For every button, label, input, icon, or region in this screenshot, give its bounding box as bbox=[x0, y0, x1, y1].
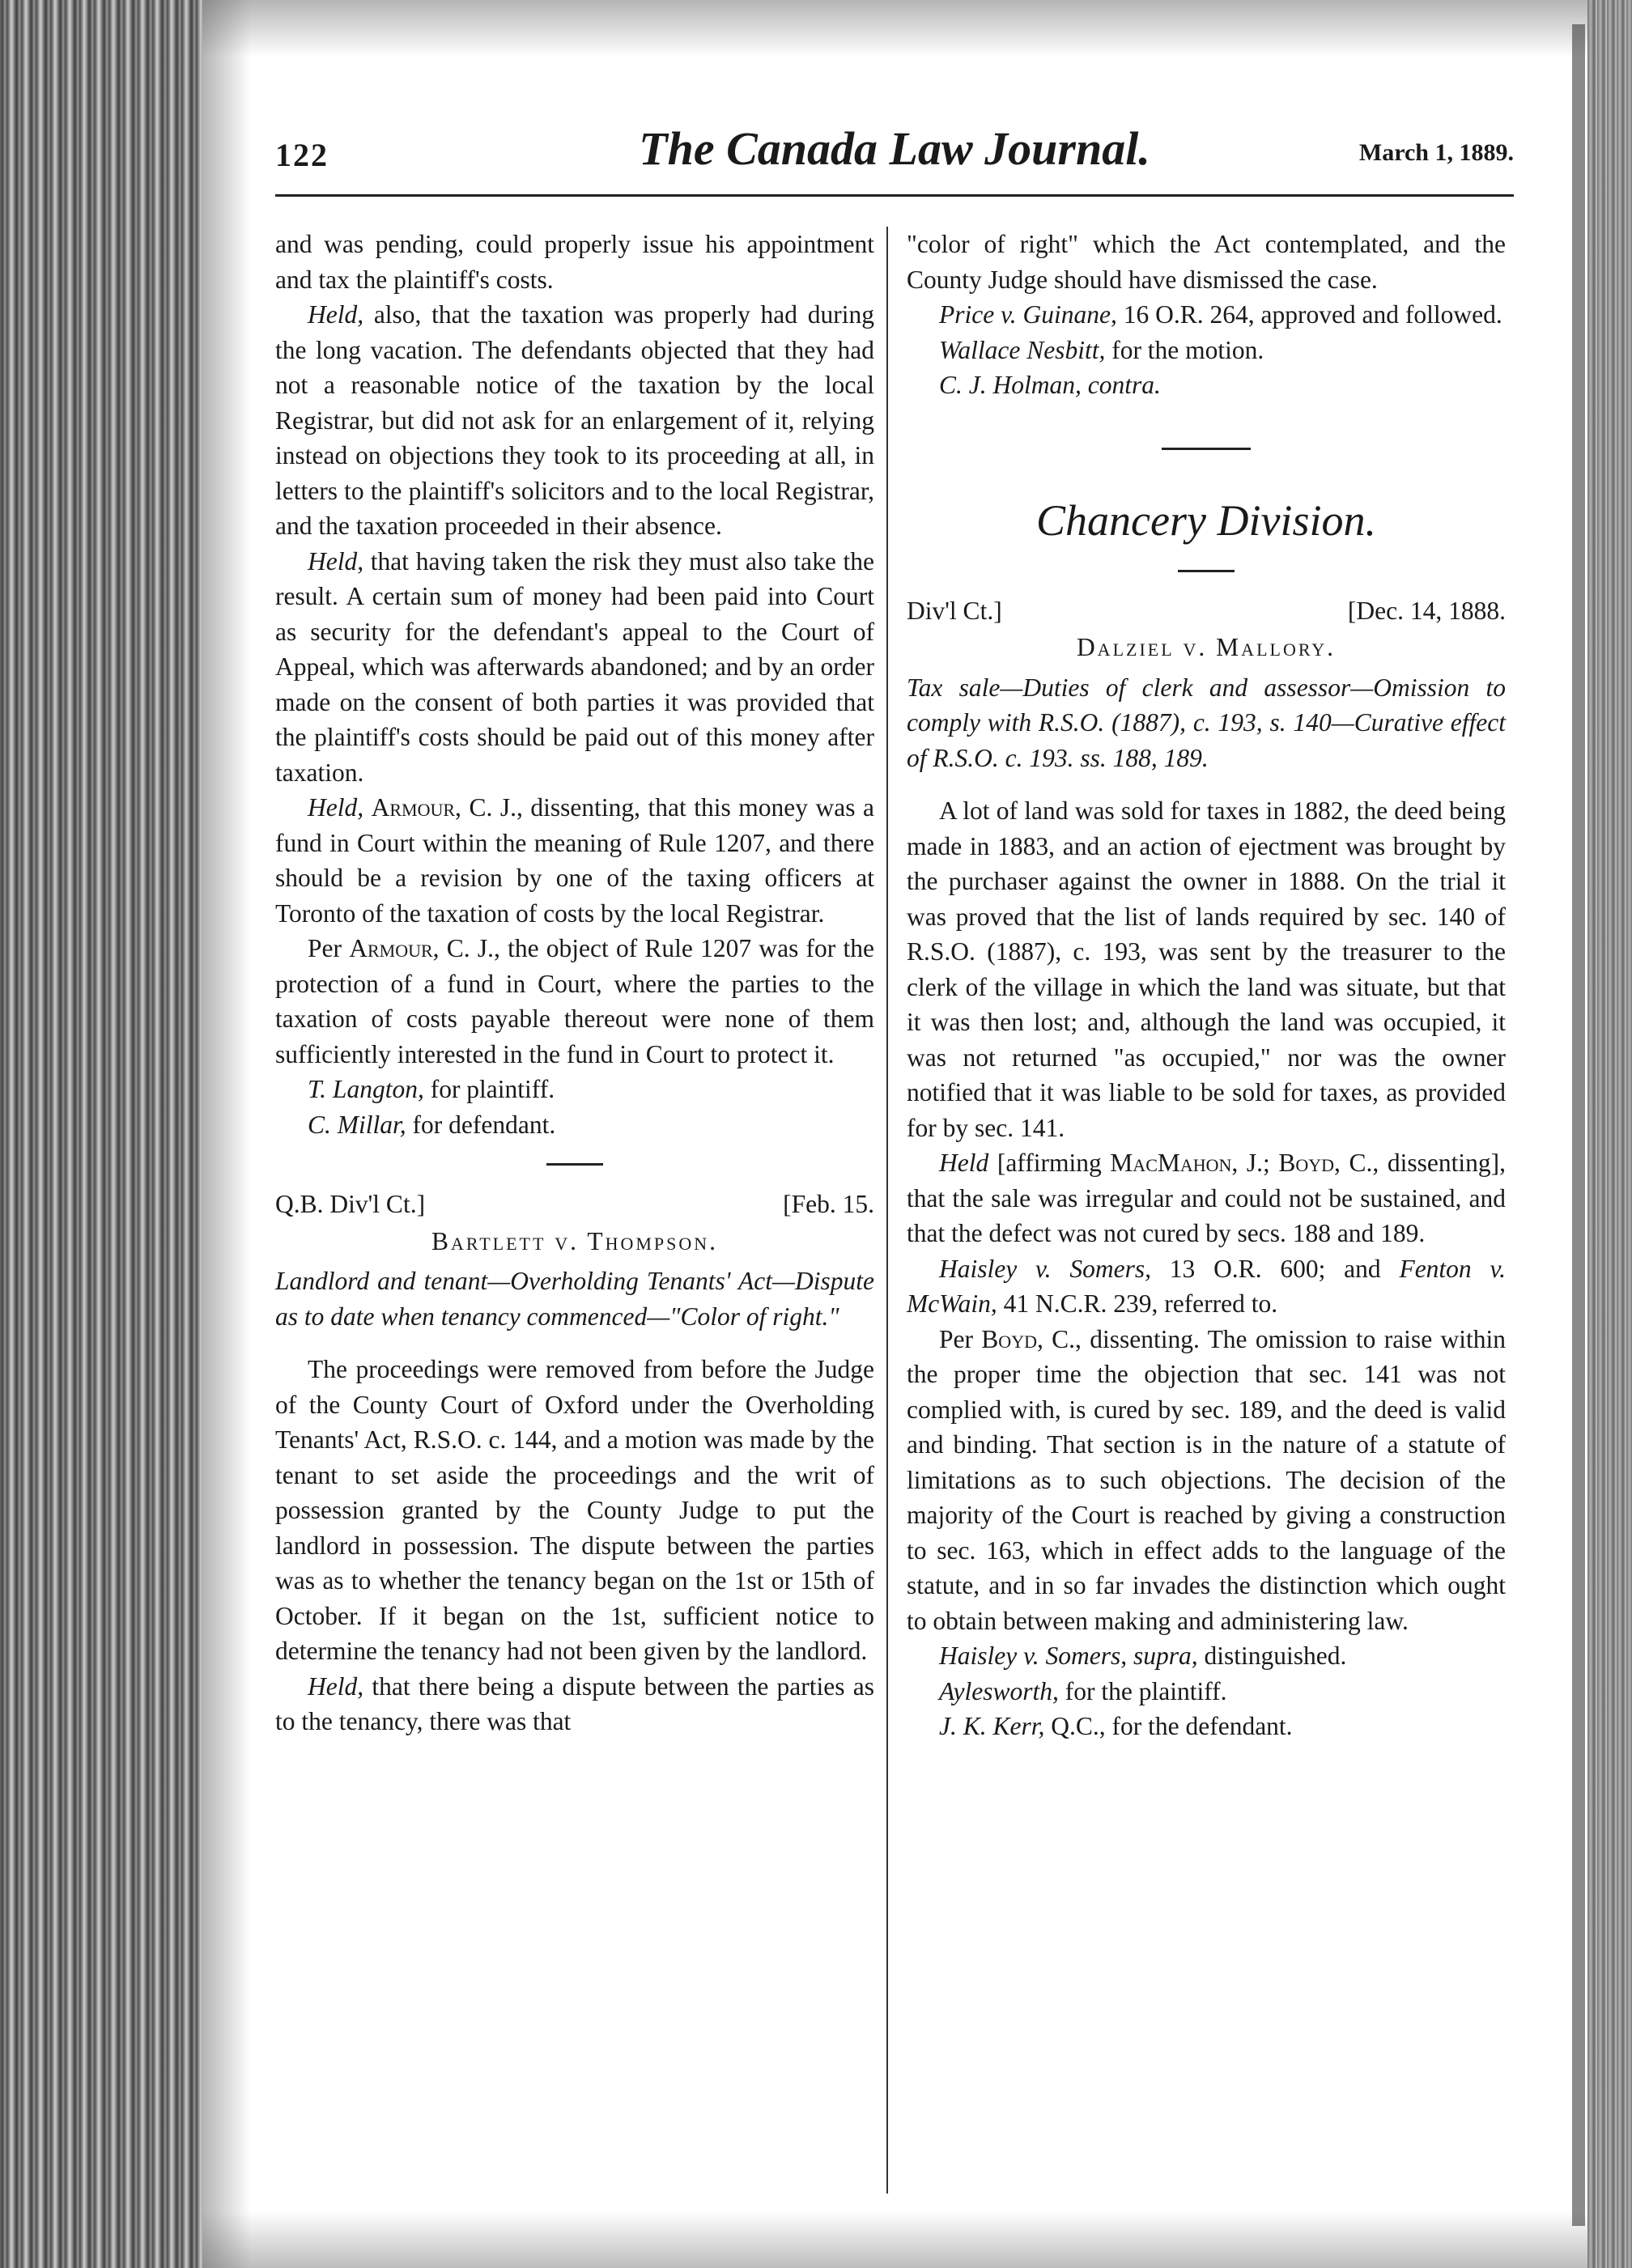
counsel-name: C. Millar, bbox=[308, 1110, 406, 1139]
issue-date: March 1, 1889. bbox=[1358, 139, 1514, 166]
section-title: Chancery Division. bbox=[1036, 495, 1376, 545]
counsel-role: for the motion. bbox=[1105, 335, 1264, 364]
paragraph-text: that there being a dispute between the parties as to the tenancy, there was that bbox=[275, 1671, 874, 1735]
counsel-line bbox=[907, 367, 1506, 403]
counsel-role: for defendant. bbox=[406, 1110, 556, 1139]
case-title: Dalziel v. Mallory. bbox=[1076, 633, 1337, 661]
paragraph: and was pending, could properly issue his appointment and tax the plaintiff's costs. bbox=[275, 230, 874, 294]
paragraph bbox=[907, 1145, 1506, 1251]
paragraph bbox=[907, 1322, 1506, 1639]
counsel-role: Q.C., for the defendant. bbox=[1044, 1712, 1293, 1740]
scan-shadow-fade bbox=[202, 0, 251, 2268]
case-title: Bartlett v. Thompson. bbox=[431, 1226, 719, 1255]
counsel-line bbox=[275, 1072, 874, 1107]
paragraph-text: dissenting. The omission to raise within the proper time the objection that sec. 141 was not complied with, is cured by sec. 189, and the deed is valid and binding. That section is in the nature of a statute of limitations as to such objections. The decision of the majority of the Court is reached by giving a construction to sec. 163, which in effect adds to the language of the statute, and in so far invades the distinction which ought to obtain between making and administering law. bbox=[907, 1324, 1506, 1635]
scan-spine-bar bbox=[1572, 24, 1585, 2226]
case-citation: Haisley v. Somers, supra, bbox=[939, 1642, 1198, 1670]
paragraph bbox=[907, 1638, 1506, 1674]
held-label: Held, bbox=[308, 300, 364, 329]
paragraph-text: that having taken the risk they must also take the result. A certain sum of money had been paid into Court as security for the defendant's appeal to the Court of Appeal, which was afterwards abandoned; and by an order made on the consent of both parties it was provided that the plaintiff's costs should be paid out of this money after taxation. bbox=[275, 546, 874, 787]
left-column bbox=[275, 227, 874, 1739]
case-court-line bbox=[275, 1187, 874, 1222]
scan-shadow-top bbox=[202, 0, 1587, 57]
case-headnote: Landlord and tenant—Overholding Tenants' Act—Dispute as to date when tenancy commenced—"Color of right." bbox=[275, 1267, 874, 1331]
case-court-line bbox=[907, 593, 1506, 629]
citation-line bbox=[907, 297, 1506, 333]
held-label: Held, bbox=[308, 546, 364, 575]
case-date: [Dec. 14, 1888. bbox=[1347, 596, 1506, 625]
judge-name: Armour, C. J., bbox=[371, 793, 523, 822]
counsel-name: Wallace Nesbitt, bbox=[939, 335, 1106, 364]
citation-text: 16 O.R. 264, approved and followed. bbox=[1116, 300, 1502, 329]
scan-shadow-right bbox=[1587, 0, 1632, 2268]
paragraph-text: distinguished. bbox=[1197, 1642, 1347, 1670]
paragraph bbox=[275, 790, 874, 931]
paragraph-text: dissenting, that this money was a fund in Court within the meaning of Rule 1207, and there should be a revision by one of the taxing officers at Toronto of the taxation of costs by the local Registrar. bbox=[275, 793, 875, 928]
counsel-name: C. J. Holman, bbox=[939, 371, 1082, 399]
case-citation: Fenton v. McWain, bbox=[907, 1254, 1506, 1318]
case-citation: Haisley v. Somers, bbox=[939, 1254, 1151, 1283]
counsel-line bbox=[275, 1107, 874, 1143]
paragraph-text: also, that the taxation was properly had during the long vacation. The defendants objected that they had not a reasonable notice of the taxation by the local Registrar, but did not ask for an enlargement of it, relying instead on objections they took to its proceeding at all, in letters to the plaintiff's solicitors and to the local Registrar, and the taxation proceeded in their absence. bbox=[275, 300, 874, 540]
paragraph bbox=[275, 544, 874, 791]
section-title-rule bbox=[1178, 570, 1235, 572]
paragraph-text: 13 O.R. 600; and bbox=[1150, 1254, 1400, 1283]
judge-name: Boyd, C., bbox=[1269, 1149, 1379, 1177]
counsel-line bbox=[907, 1709, 1506, 1744]
right-column bbox=[907, 227, 1506, 1744]
journal-page bbox=[275, 113, 1514, 2218]
paragraph bbox=[275, 1669, 874, 1739]
counsel-line bbox=[907, 333, 1506, 368]
counsel-role: contra. bbox=[1081, 371, 1161, 399]
case-divider bbox=[546, 1163, 603, 1166]
case-citation: Price v. Guinane, bbox=[939, 300, 1117, 329]
scan-shadow-bottom bbox=[202, 2211, 1587, 2268]
paragraph-text: dissenting], that the sale was irregular and could not be sustained, and that the defect was not cured by secs. 188 and 189. bbox=[907, 1149, 1506, 1247]
section-divider bbox=[1162, 448, 1251, 450]
counsel-role: for plaintiff. bbox=[423, 1075, 555, 1103]
judge-name: Boyd, C., bbox=[981, 1324, 1082, 1353]
held-label: Held, bbox=[308, 793, 364, 822]
case-date: [Feb. 15. bbox=[783, 1190, 874, 1218]
counsel-name: Aylesworth, bbox=[939, 1676, 1059, 1705]
case-court: Q.B. Div'l Ct.] bbox=[275, 1190, 426, 1218]
per-label: Per bbox=[308, 934, 350, 962]
paragraph bbox=[275, 931, 874, 1072]
paragraph bbox=[907, 1251, 1506, 1322]
case-headnote: Tax sale—Duties of clerk and assessor—Omission to comply with R.S.O. (1887), c. 193, s. 140—Curative effect of R.S.O. c. 193. ss. 188, 189. bbox=[907, 673, 1506, 772]
paragraph-text: the object of Rule 1207 was for the protection of a fund in Court, where the parties to the taxation of costs payable thereout were none of them sufficiently interested in the fund in Court to protect it. bbox=[275, 934, 874, 1068]
page-header bbox=[275, 113, 1514, 202]
counsel-name: J. K. Kerr, bbox=[939, 1712, 1045, 1740]
held-label: Held, bbox=[308, 1671, 364, 1701]
paragraph-text: [affirming bbox=[988, 1149, 1111, 1177]
judge-name: MacMahon, J.; bbox=[1110, 1149, 1270, 1177]
paragraph-text: 41 N.C.R. 239, referred to. bbox=[997, 1289, 1278, 1318]
held-label: Held bbox=[939, 1149, 989, 1177]
paragraph: A lot of land was sold for taxes in 1882, the deed being made in 1883, and an action of ejectment was brought by the purchaser against the owner in 1888. On the trial it was proved that the list of lands required by sec. 140 of R.S.O. (1887), c. 193, was sent by the treasurer to the clerk of the village in which the land was situate, but that it was then lost; and, although the land was occupied, it was not returned "as occupied," nor was the owner notified that it was liable to be sold for taxes, as provided for by sec. 141. bbox=[907, 796, 1506, 1142]
column-separator bbox=[886, 227, 888, 2194]
judge-name: Armour, C. J., bbox=[349, 934, 500, 962]
counsel-name: T. Langton, bbox=[308, 1075, 424, 1103]
counsel-line bbox=[907, 1674, 1506, 1709]
per-label: Per bbox=[939, 1324, 982, 1353]
paragraph: "color of right" which the Act contemplated, and the County Judge should have dismissed the case. bbox=[907, 230, 1506, 294]
counsel-role: for the plaintiff. bbox=[1058, 1676, 1227, 1705]
case-court: Div'l Ct.] bbox=[907, 596, 1002, 625]
scan-binding-shadow-left bbox=[0, 0, 202, 2268]
paragraph: The proceedings were removed from before the Judge of the County Court of Oxford under the Overholding Tenants' Act, R.S.O. c. 144, and a motion was made by the tenant to set aside the proceedings and the writ of possession granted by the County Judge to put the landlord in possession. The dispute between the parties was as to whether the tenancy began on the 1st or 15th of October. If it began on the 1st, sufficient notice to determine the tenancy had not been given by the landlord. bbox=[275, 1355, 874, 1665]
journal-title: The Canada Law Journal. bbox=[639, 122, 1150, 175]
page-number: 122 bbox=[275, 137, 329, 173]
paragraph bbox=[275, 297, 874, 544]
header-rule bbox=[275, 194, 1514, 197]
